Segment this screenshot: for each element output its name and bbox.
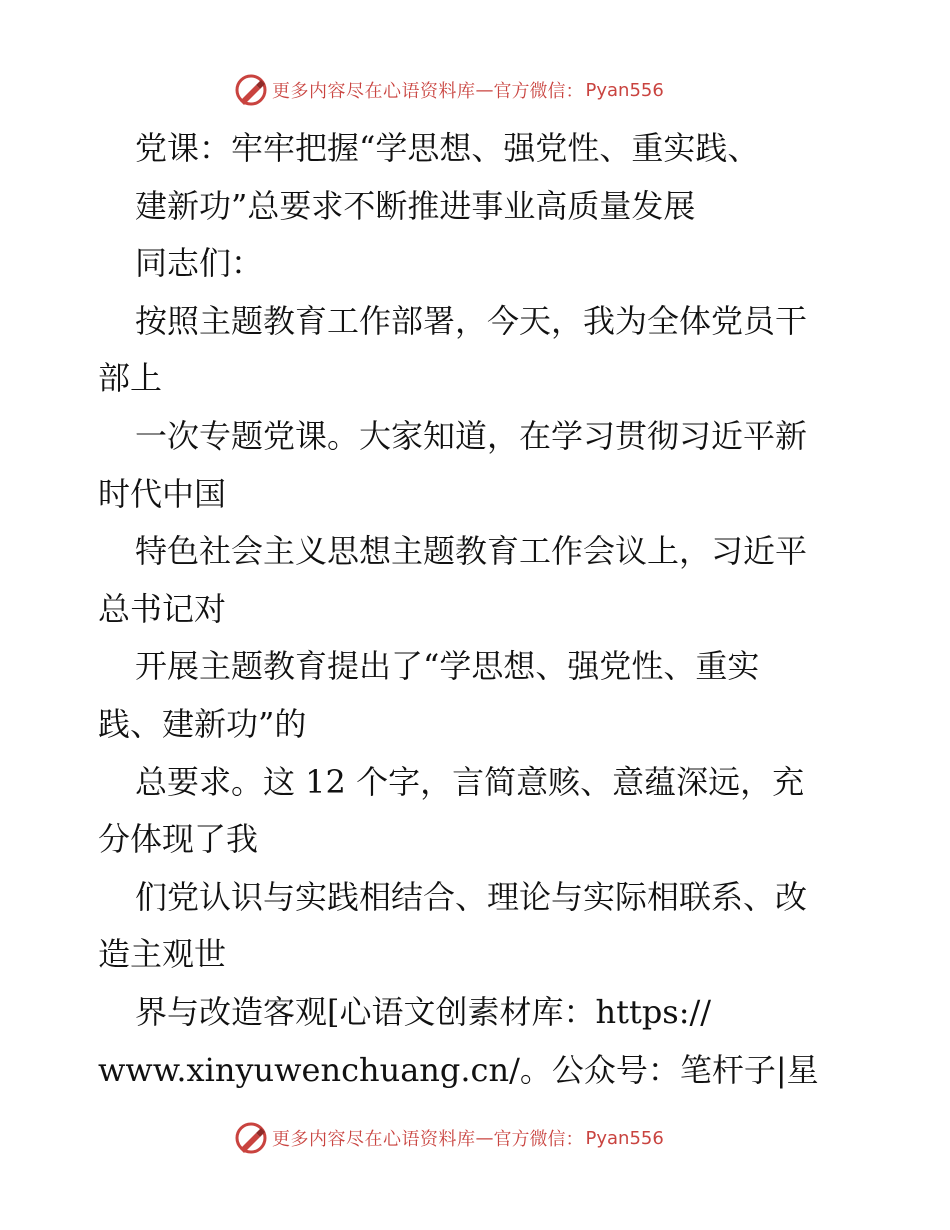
paragraph-line: 界与改造客观[心语文创素材库：https:// [135, 992, 712, 1031]
paragraph-line: 总书记对 [98, 589, 227, 628]
banner-wechat-id: Pyan556 [585, 79, 664, 101]
paragraph-line: 特色社会主义思想主题教育工作会议上，习近平 [135, 532, 808, 571]
banner-wechat-id: Pyan556 [585, 1127, 664, 1149]
banner-wechat-label: 官方微信： [493, 1129, 584, 1150]
paragraph-line: 开展主题教育提出了“学思想、强党性、重实 [135, 647, 760, 686]
paragraph-line: 时代中国 [98, 474, 227, 513]
pen-logo-icon [234, 73, 268, 107]
paragraph-line: 分体现了我 [98, 820, 259, 859]
footer-banner[interactable] [234, 1118, 664, 1158]
header-banner[interactable] [234, 70, 664, 110]
paragraph-line: www.xinyuwenchuang.cn/。公众号：笔杆子|星 [98, 1050, 819, 1089]
paragraph-line: 践、建新功”的 [98, 704, 307, 743]
paragraph-line: 造主观世 [98, 935, 227, 974]
banner-promo-text: 更多内容尽在心语资料库 [272, 81, 476, 102]
banner-wechat-label: 官方微信： [493, 81, 584, 102]
document-body [98, 120, 858, 1099]
banner-promo-text: 更多内容尽在心语资料库 [272, 1129, 476, 1150]
document-title-line-2: 建新功”总要求不断推进事业高质量发展 [135, 186, 696, 225]
document-title-line-1: 党课：牢牢把握“学思想、强党性、重实践、 [135, 129, 760, 167]
paragraph-line: 总要求。这 12 个字，言简意赅、意蕴深远，充 [135, 762, 805, 801]
paragraph-line: 们党认识与实践相结合、理论与实际相联系、改 [135, 877, 808, 916]
paragraph-line: 按照主题教育工作部署，今天，我为全体党员干 [135, 301, 808, 340]
paragraph-line: 一次专题党课。大家知道，在学习贯彻习近平新 [135, 416, 808, 455]
paragraph-line: 部上 [98, 359, 163, 398]
pen-logo-icon [234, 1121, 268, 1155]
banner-dash: — [475, 1127, 494, 1149]
banner-dash: — [475, 79, 494, 101]
salutation: 同志们： [135, 244, 264, 283]
